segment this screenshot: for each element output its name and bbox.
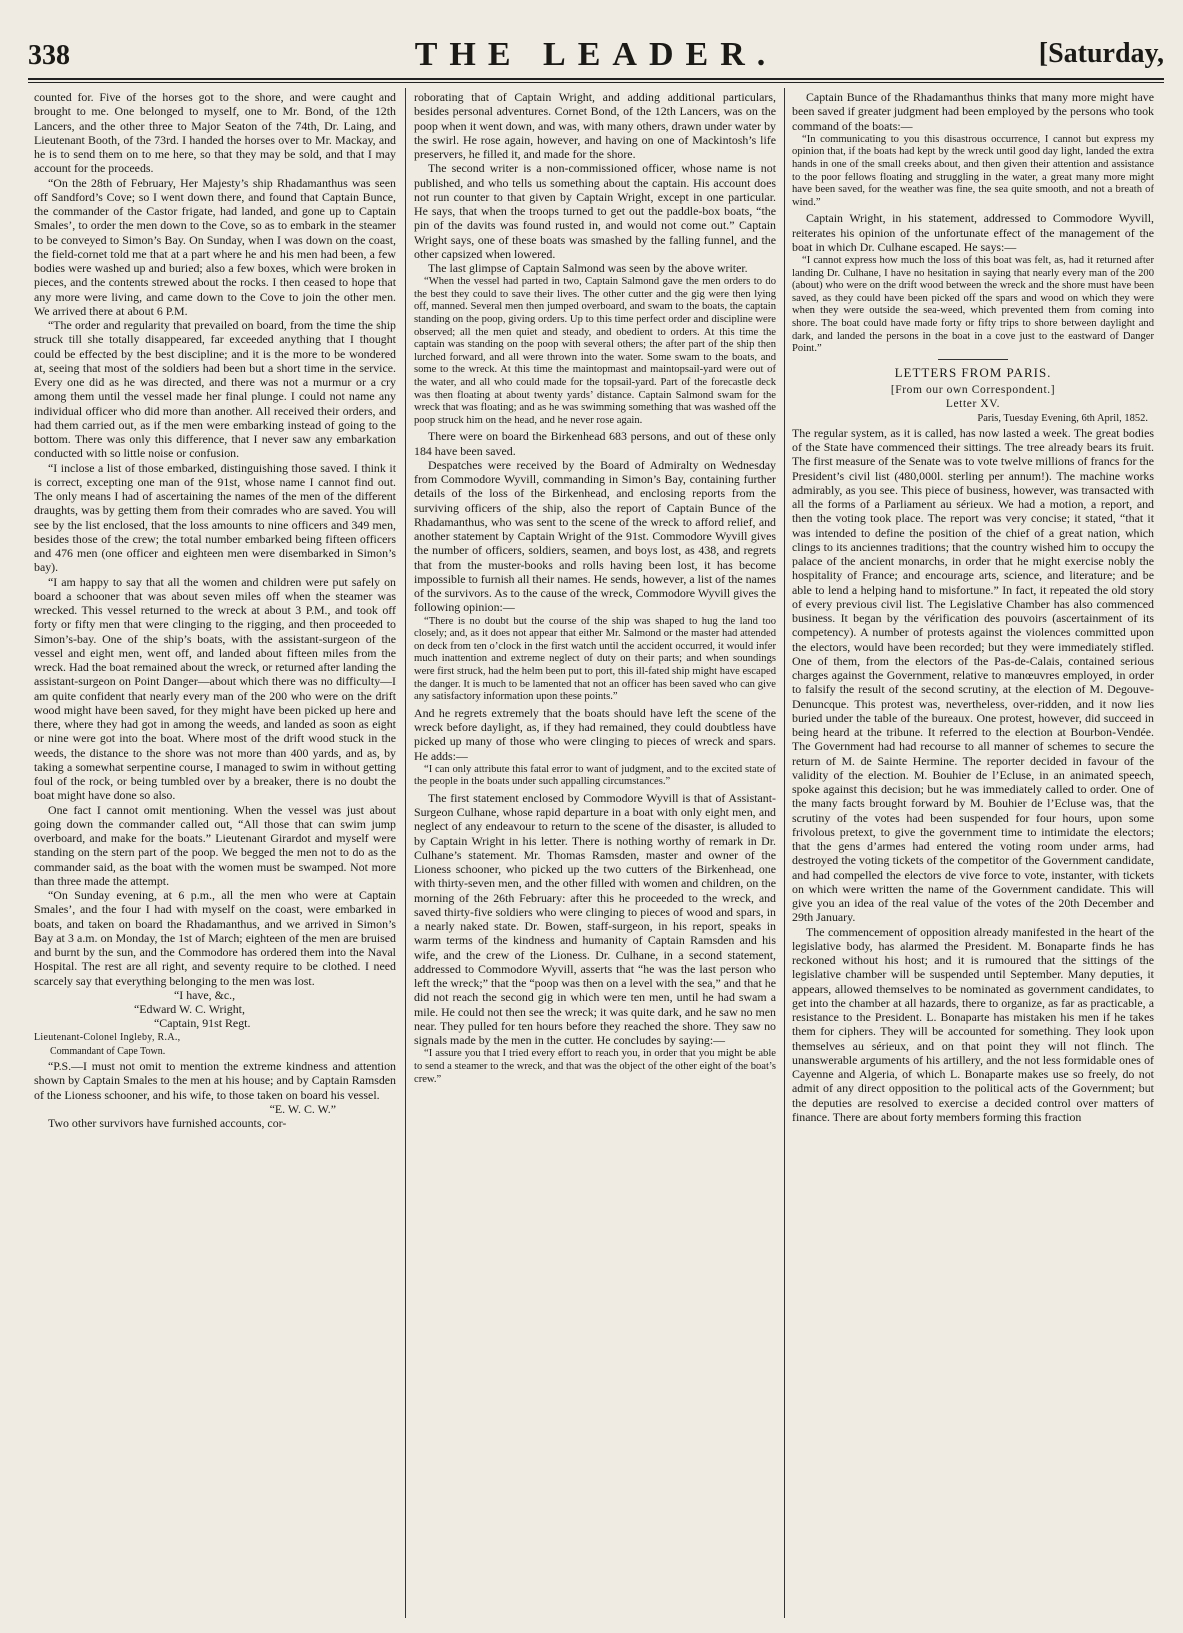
col3-paragraph-3: The regular system, as it is called, has now lasted a week. The great bodies of the State have commenced their sittings. The tree already bears its fruit. The first measure of the Senate was to vote twelve millions of francs for the President’s civil list (480,000l. sterling per annum!). The machine works admirably, as you see. This piece of business, however, was transacted with all the forms of a Parliament au sérieux. We had a motion, a report, and then the voting took place. The report was very concise; it stated, “that it was intended to define the position of the chief of a great nation, which clings to its anciennes traditions; that the country wished him to occupy the palace of the ancient monarchs, in order that he might exercise nobly the hospitality of France; and encourage arts, science, and literature; and be able to lend a helping hand to misfortune.” In fact, it repeated the old story of every previous civil list. The Legislative Chamber has also commenced business. It began by the vérification des pouvoirs (ascertainment of its competency). A number of protests against the violences committed upon the electors, would have been recorded; but they were immediately stifled. One of them, from the electors of the Pas-de-Calais, contained serious charges against the Government, relative to manœuvres employed, in order to falsify the result of the second scrutiny, at the election of M. Degouve-Denuncque. This protest was, nevertheless, over-ridden, and it now lies buried under the table of the bureaux. One protest, however, did succeed in being heard at the tribune. It referred to the election at Bourbon-Vendée. The Government had had recourse to all manner of schemes to secure the return of M. de Sainte Hermine. The reporter decided in favour of the validity of the election. M. Bouhier de l’Ecluse, in an animated speech, spoke against this decision; but he was immediately called to order. One of the many facts brought forward by M. Bouhier de l’Ecluse was, that the scrutiny of the votes had been suspended for four hours, upon some frivolous pretext, to give the government time to intimidate the electors; that the gens d’armes had entered the voting room under arms, had destroyed the voting tickets of the competitor of the Government candidate, and had compelled the electors de vive force to vote, instanter, with tickets on which were written the name of the Government candidate. This will give you an idea of the real value of the votes of the 20th December and 29th January. [792,425,1154,925]
col1-postscript: “P.S.—I must not omit to mention the extreme kindness and attention shown by Captain Smales to the men at his house; and by Captain Ramsden of the Lioness schooner, and his wife, to those taken on board his vessel. [34,1059,396,1102]
column-3 [792,90,1154,1620]
col3-paragraph-2: Captain Wright, in his statement, addressed to Commodore Wyvill, reiterates his opinion of the unfortunate effect of the management of the boat in which Dr. Culhane escaped. He says:— [792,211,1154,254]
section-subheading: [From our own Correspondent.] [890,384,1056,397]
header-rule-thin [28,82,1164,83]
col3-paragraph-4: The commencement of opposition already manifested in the heart of the legislative body, has alarmed the President. M. Bonaparte finds he has reckoned without his host; and it is rumoured that the sittings of the legislative chamber will be suspended until September. Many deputies, it appears, allowed themselves to be nominated as government candidates, to get into the chamber at all hazards, there to organize, as far as practicable, a resistance to the President. L. Bonaparte has mistaken his men if he takes them for ciphers. They will be accounted for something. They look upon themselves au sérieux, and on that point they will not flinch. The unanswerable arguments of his artillery, and the not less formidable ones of Cayenne and Algeria, of which L. Bonaparte makes use so freely, do not admit of any direct opposition to the political acts of the Government; but the deputies are resolved to exercise a decided control over matters of finance. There are about forty members forming this fraction [792,924,1154,1124]
col2-paragraph-6: And he regrets extremely that the boats should have left the scene of the wreck before daylight, as, if they had remained, they could doubtless have picked up many of those who were clinging to pieces of wreck and spars. He adds:— [414,705,776,763]
section-divider [938,359,1008,360]
addressee-line-2: Commandant of Cape Town. [50,1045,166,1057]
col1-paragraph-7: “On Sunday evening, at 6 p.m., all the men who were at Captain Smales’, and the four I had with myself on the coast, were embarked in boats, and taken on board the Rhadamanthus, and we arrived in Simon’s Bay at 3 a.m. on Monday, the 1st of March; eighteen of the men are bruised and burnt by the sun, and the Commodore has ordered them into the Naval Hospital. The rest are all right, and seventy require to be clothed. I need scarcely say that everything belonging to the men was lost. [34,888,396,988]
col3-paragraph-1: Captain Bunce of the Rhadamanthus thinks that many more might have been saved if greater judgment had been employed by the persons who took command of the boats:— [792,90,1154,133]
postscript-signature: “E. W. C. W.” [269,1101,336,1116]
col2-paragraph-7: The first statement enclosed by Commodore Wyvill is that of Assistant-Surgeon Culhane, whose rapid departure in a boat with only eight men, and neglect of any endeavour to return to the scene of the disaster, is alluded to by Captain Wright in his letter. There is nothing worthy of remark in Dr. Culhane’s statement. Mr. Thomas Ramsden, master and owner of the Lioness schooner, who picked up the two cutters of the Birkenhead, one with thirty-seven men, and the other filled with women and children, on the morning of the 26th February: after this he proceeded to the wreck, and saved thirty-five soldiers who were clinging to pieces of wood and spars, in a nearly naked state. Dr. Bowen, staff-surgeon, in his report, speaks in warm terms of the kindness and humanity of Captain Ramsden and his wife, and the crew of the Lioness. Dr. Culhane, in a second statement, addressed to Commodore Wyvill, asserts that “he was the last person who left the wreck;” that the “poop was then on a level with the sea,” and that he did not reach the second gig in which were ten men, until he had swam a mile. He could not then see the wreck; it was quite dark, and he saw no men near. They pulled for ten hours before they reached the shore. They saw no signals made by the men in the cutter. He concludes by saying:— [414,790,776,1048]
signature-line-1: “I have, &c., [174,987,236,1002]
column-divider-1 [405,88,406,1618]
col2-quote-1: “When the vessel had parted in two, Captain Salmond gave the men orders to do the best they could to save their lives. The other cutter and the gig were then lying off, manned. Several men then jumped overboard, and swam to the boats, the captain standing on the poop, giving orders. Up to this time perfect order and discipline were observed; all the men quiet and steady, and obedient to orders. At this time the captain was standing on the poop with several others; the after part of the ship then lurched forward, and all were thrown into the water. Some swam to the boats, and some to the wreck. At this time the maintopmast and maintopsail-yard were out of the water, and all who could made for the topsail-yard. Part of the forecastle deck was then floating at about twenty yards’ distance. Captain Salmond swam for the wreck that was floating; and as he was swimming something that was washed off the poop struck him on the head, and he never rose again. [414,276,776,426]
col1-paragraph-4: “I inclose a list of those embarked, distinguishing those saved. I think it is correct, excepting one man of the 91st, whose name I cannot find out. The only means I had of ascertaining the names of the men of the different draughts, was by getting them from their comrades who are saved. You will see by the list enclosed, that the loss amounts to nine officers and 349 men, besides those of the crew; the total number embarked being fifteen officers and 476 men (one officer and eighteen men were disembarked in Simon’s bay). [34,460,396,575]
col2-paragraph-3: The last glimpse of Captain Salmond was seen by the above writer. [428,261,748,275]
col2-paragraph-4: There were on board the Birkenhead 683 persons, and out of these only 184 have been saved. [414,429,776,458]
col1-paragraph-6: One fact I cannot omit mentioning. When the vessel was just about going down the commander called out, “All those that can swim jump overboard, and make for the boats.” Lieutenant Girardot and myself were standing on the stern part of the poop. We begged the men not to do as the commander said, as the boat with the women must be swamped. Not more than three made the attempt. [34,802,396,888]
col2-paragraph-1: roborating that of Captain Wright, and adding additional particulars, besides personal adventures. Cornet Bond, of the 12th Lancers, was on the poop when it went down, and was, with many others, drawn under water by the swirl. He rose again, however, and having on one of Mackintosh’s life preservers, he filled it, and made for the shore. [414,90,776,161]
col1-paragraph-2: “On the 28th of February, Her Majesty’s ship Rhadamanthus was seen off Sandford’s Cove; so I went down there, and found that Captain Bunce, the commander of the Castor frigate, had landed, and gone up to Captain Smales’, to order the men down to the Cove, so as to embark in the steamer to be conveyed to Simon’s Bay. On Sunday, when I was down on the coast, the field-cornet told me that at a part where he and his men had been, a few bodies were washed up and buried; also a few boxes, which were broken in pieces, and the contents strewed about the rocks. I then ceased to hope that any more were living, and came down to the Cove to join the other men. We arrived there at about 6 P.M. [34,175,396,318]
page-day: [Saturday, [1038,38,1164,69]
masthead [28,22,1164,72]
column-2 [414,90,776,1620]
col2-quote-3: “I can only attribute this fatal error to want of judgment, and to the excited state of the people in the boats under such appalling circumstances.” [414,763,776,788]
header-rule [28,78,1164,80]
page-number: 338 [28,40,70,71]
col3-quote-1: “In communicating to you this disastrous occurrence, I cannot but express my opinion that, if the boats had kept by the wreck until good day light, landed the extra hands in one of the small creeks about, and then given their attention and assistance to the poor fellows floating and struggling in the water, a great many more might have been saved, for the weather was fine, the sea quite smooth, and not a breath of wind.” [792,133,1154,208]
newspaper-title: THE LEADER. [414,36,778,73]
signature-line-3: “Captain, 91st Regt. [154,1016,251,1031]
addressee-line-1: Lieutenant-Colonel Ingleby, R.A., [34,1031,181,1043]
column-divider-2 [784,88,785,1618]
col2-quote-4: “I assure you that I tried every effort to reach you, in order that you might be able to send a steamer to the wreck, and that was the object of the other eight of the boat’s crew.” [414,1048,776,1085]
letter-number: Letter XV. [945,398,1001,411]
signature-line-2: “Edward W. C. Wright, [134,1002,245,1016]
dateline: Paris, Tuesday Evening, 6th April, 1852. [977,412,1148,424]
col2-paragraph-2: The second writer is a non-commissioned officer, whose name is not published, and who tells us something about the captain. His account does not run counter to that given by Captain Wright, except in one particular. He says, that when the troops turned to get out the paddle-box boats, “the pin of the davits was found rusted in, and would not come out.” Captain Wright says, one of these boats was smashed by the falling funnel, and the other capsized when lowered. [414,161,776,261]
col3-quote-2: “I cannot express how much the loss of this boat was felt, as, had it returned after landing Dr. Culhane, I have no hesitation in saying that nearly every man of the 200 (about) who were on the drift wood between the wreck and the shore must have been saved, as they could have been picked off the spars and wood on which they were when they were outside the sea-weed, which prevented them from coming into shore. The boat could have made forty or fifty trips to shore between daylight and dark, and landed the persons in the boat in a cove just to the eastward of Danger Point.” [792,255,1154,355]
col1-paragraph-last: Two other survivors have furnished accounts, cor- [48,1116,287,1130]
col2-quote-2: “There is no doubt but the course of the ship was shaped to hug the land too closely; and, as it does not appear that either Mr. Salmond or the master had attended on deck from ten o’clock in the first watch until the accident occurred, it would infer much inattention and extreme neglect of duty on their parts; and when soundings were first struck, had the helm been put to port, this ill-fated ship might have escaped the danger. It is much to be lamented that not an officer has been saved who can give any satisfactory information upon these points.” [414,615,776,703]
col1-paragraph-1: counted for. Five of the horses got to the shore, and were caught and brought to me. One belonged to myself, one to Mr. Bond, of the 12th Lancers, and the other three to Major Seaton of the 74th, Dr. Laing, and Lieutenant Booth, of the 73rd. I handed the horses over to Mr. Mackay, and he is to send them on to me here, so that they may be sold, and that I may account for the proceeds. [34,90,396,176]
column-1 [34,90,396,1620]
section-heading: LETTERS FROM PARIS. [894,364,1052,380]
col2-paragraph-5: Despatches were received by the Board of Admiralty on Wednesday from Commodore Wyvill, commanding in Simon’s Bay, containing further details of the loss of the Birkenhead, and enclosing reports from the surviving officers of the ship, also the report of Captain Bunce of the Rhadamanthus, who was sent to the scene of the wreck to afford relief, and another statement by Captain Wright of the 91st. Commodore Wyvill gives the number of officers, soldiers, seamen, and boys lost, as 438, and regrets that from the muster-books and rolls having been lost, it has become impossible to furnish all their names. He sends, however, a list of the names of the survivors. As to the cause of the wreck, Commodore Wyvill gives the following opinion:— [414,457,776,615]
col1-paragraph-5: “I am happy to say that all the women and children were put safely on board a schooner that was about seven miles off when the steamer was wrecked. This vessel returned to the wreck at about 3 P.M., and took off forty or fifty men that were clinging to the rigging, and then proceeded to Simon’s-bay. One of the ship’s boats, with the assistant-surgeon of the vessel and eight men, went off, and landed about fifteen miles from the wreck. Had the boat remained about the wreck, or returned after landing the assistant-surgeon on Point Danger—about which there was no difficulty—I am quite confident that nearly every man of the 200 who were on the drift wood might have been saved, for they might have been picked up here and there, where they had got in among the weeds, and landed as soon as eight or nine were got into the boat. Where most of the drift wood stuck in the weeds, the distance to the shore was not more than 400 yards, and as, by taking a somewhat serpentine course, I managed to swim in without getting foul of the rock, or being tumbled over by a breaker, there is no doubt the boat might have done so also. [34,574,396,803]
col1-paragraph-3: “The order and regularity that prevailed on board, from the time the ship struck till she totally disappeared, far exceeded anything that I thought could be effected by the best discipline; and it is the more to be wondered at, seeing that most of the soldiers had been but a short time in the service. Every one did as he was directed, and there was not a murmur or a cry among them until the vessel made her final plunge. I could not name any individual officer who did more than another. All received their orders, and had them carried out, as if the men were embarking instead of going to the bottom. There was only this difference, that I never saw any embarkation conducted with so little noise or confusion. [34,318,396,461]
